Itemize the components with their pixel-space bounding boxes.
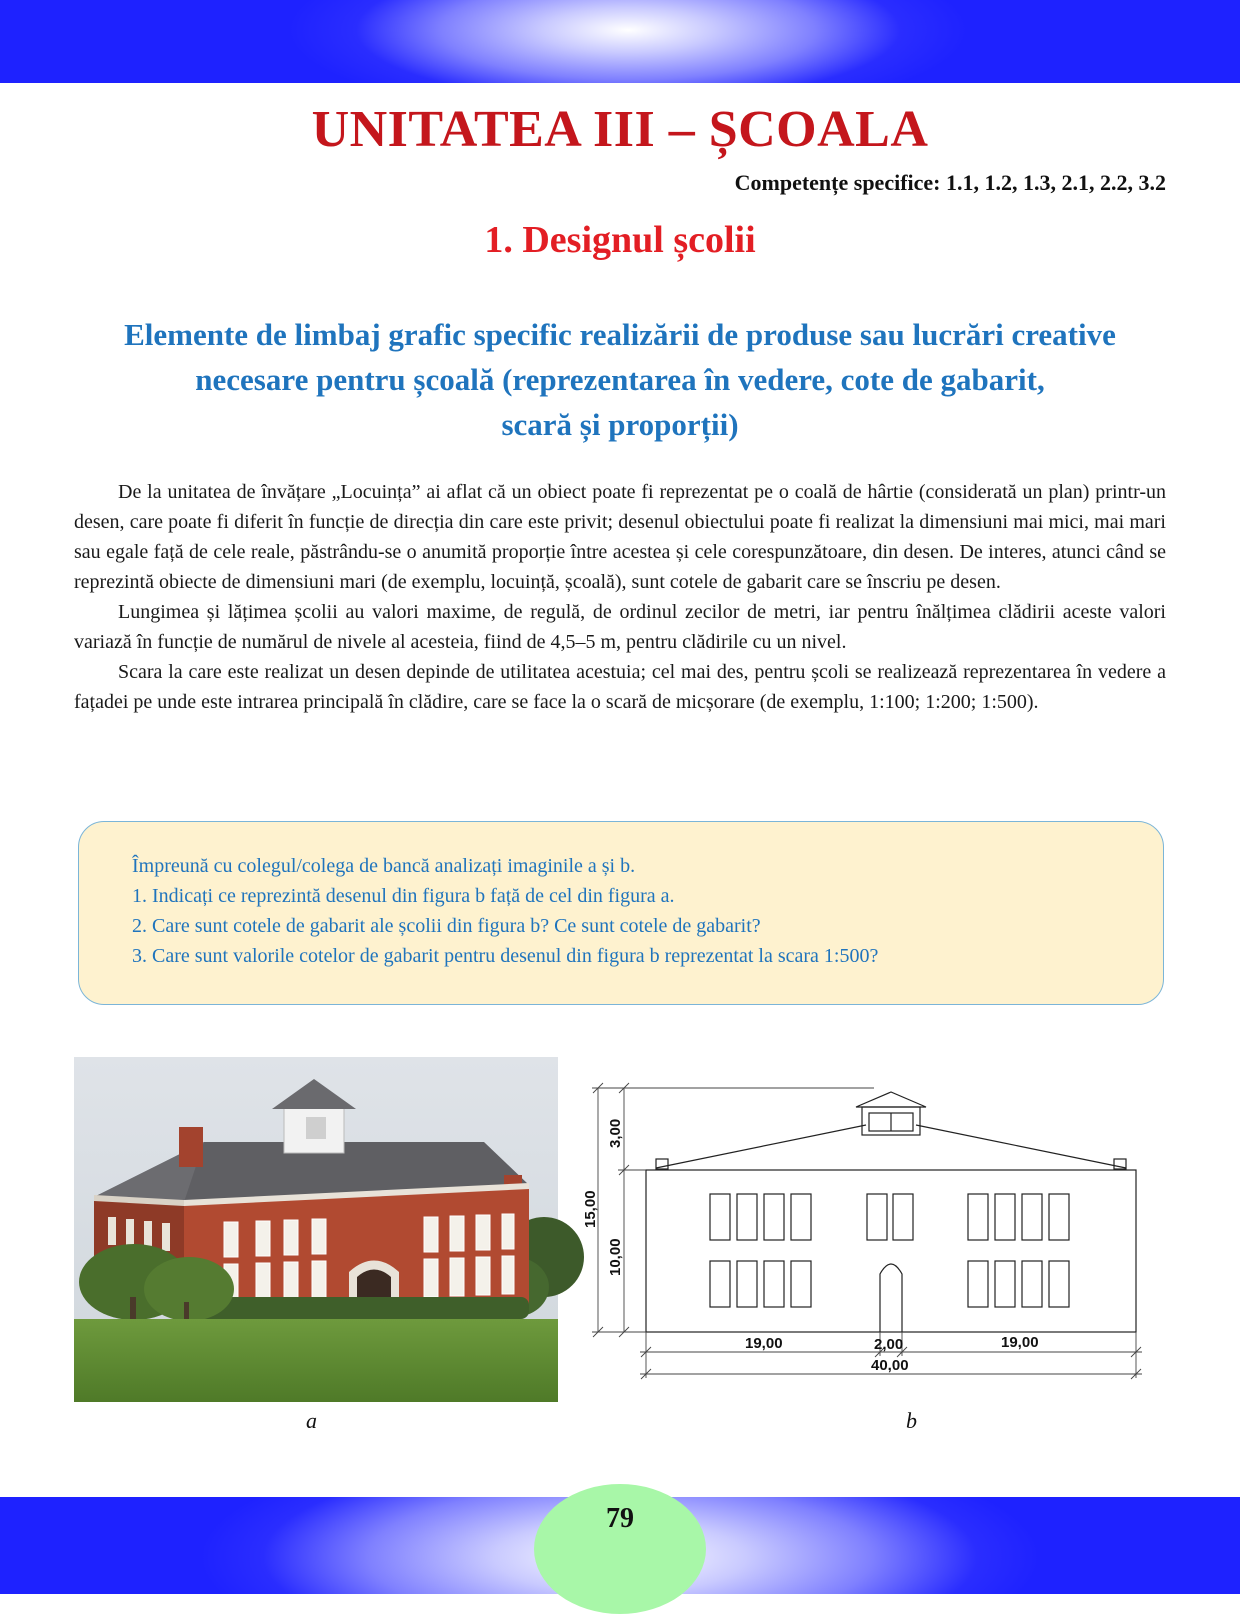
top-decorative-band (0, 0, 1240, 83)
subtitle-line-1: Elemente de limbaj grafic specific realizării de produse sau lucrări creative (124, 317, 1116, 352)
dim-left-width: 19,00 (745, 1335, 783, 1352)
task-list (132, 851, 1132, 971)
dim-total-width: 40,00 (871, 1357, 909, 1374)
lesson-title: 1. Designul școlii (484, 219, 756, 261)
body-text (74, 477, 1166, 717)
task-intro: Împreună cu colegul/colega de bancă analizați imaginile a și b. (132, 855, 636, 877)
subtitle-line-2: necesare pentru școală (reprezentarea în vedere, cote de gabarit, (195, 362, 1045, 397)
school-photo (74, 1057, 558, 1402)
subtitle-line-3: scară și proporții) (501, 407, 739, 442)
paragraph-3: Scara la care este realizat un desen depinde de utilitatea acestuia; cel mai des, pentru școli se realizează reprezentarea în vedere a fațadei pe unde este intrarea principală în clădire, care se face la o scară de micșorare (de exemplu, 1:100; 1:200; 1:500). (74, 661, 1166, 713)
dim-right-width: 19,00 (1001, 1334, 1039, 1351)
page-number: 79 (606, 1503, 634, 1534)
school-elevation-drawing (584, 1078, 1160, 1408)
unit-title: UNITATEA III – ȘCOALA (311, 101, 929, 158)
dim-roof-height: 3,00 (607, 1118, 624, 1148)
caption-a: a (306, 1408, 317, 1433)
caption-b: b (906, 1408, 917, 1433)
task-question-1: 1. Indicați ce reprezintă desenul din figura b față de cel din figura a. (132, 885, 675, 907)
paragraph-2: Lungimea și lățimea școlii au valori maxime, de regulă, de ordinul zecilor de metri, iar pentru înălțimea clădirii aceste valori variază în funcție de numărul de nivele al acesteia, fiind de 4,5–5 m, pentru clădirile cu un nivel. (74, 601, 1166, 653)
specific-competences: Competențe specifice: 1.1, 1.2, 1.3, 2.1, 2.2, 3.2 (734, 170, 1166, 195)
section-subtitle (60, 312, 1180, 447)
paragraph-1: De la unitatea de învățare „Locuința” ai aflat că un obiect poate fi reprezentat pe o coală de hârtie (considerată un plan) printr-un desen, care poate fi diferit în funcție de direcția din care este privit; desenul obiectului poate fi realizat la dimensiuni mai mici, mai mari sau egale față de cele reale, păstrându-se o anumită proporție între acestea și cele corespunzătoare, din desen. De interes, atunci când se reprezintă obiecte de dimensiuni mari (de exemplu, locuință, școală), sunt cotele de gabarit care se înscriu pe desen. (74, 481, 1166, 593)
dim-wall-height: 10,00 (607, 1238, 624, 1276)
task-question-3: 3. Care sunt valorile cotelor de gabarit pentru desenul din figura b reprezentat la scara 1:500? (132, 945, 879, 967)
dim-total-height: 15,00 (582, 1190, 599, 1228)
task-question-2: 2. Care sunt cotele de gabarit ale școlii din figura b? Ce sunt cotele de gabarit? (132, 915, 761, 937)
dim-door-width: 2,00 (874, 1336, 904, 1353)
